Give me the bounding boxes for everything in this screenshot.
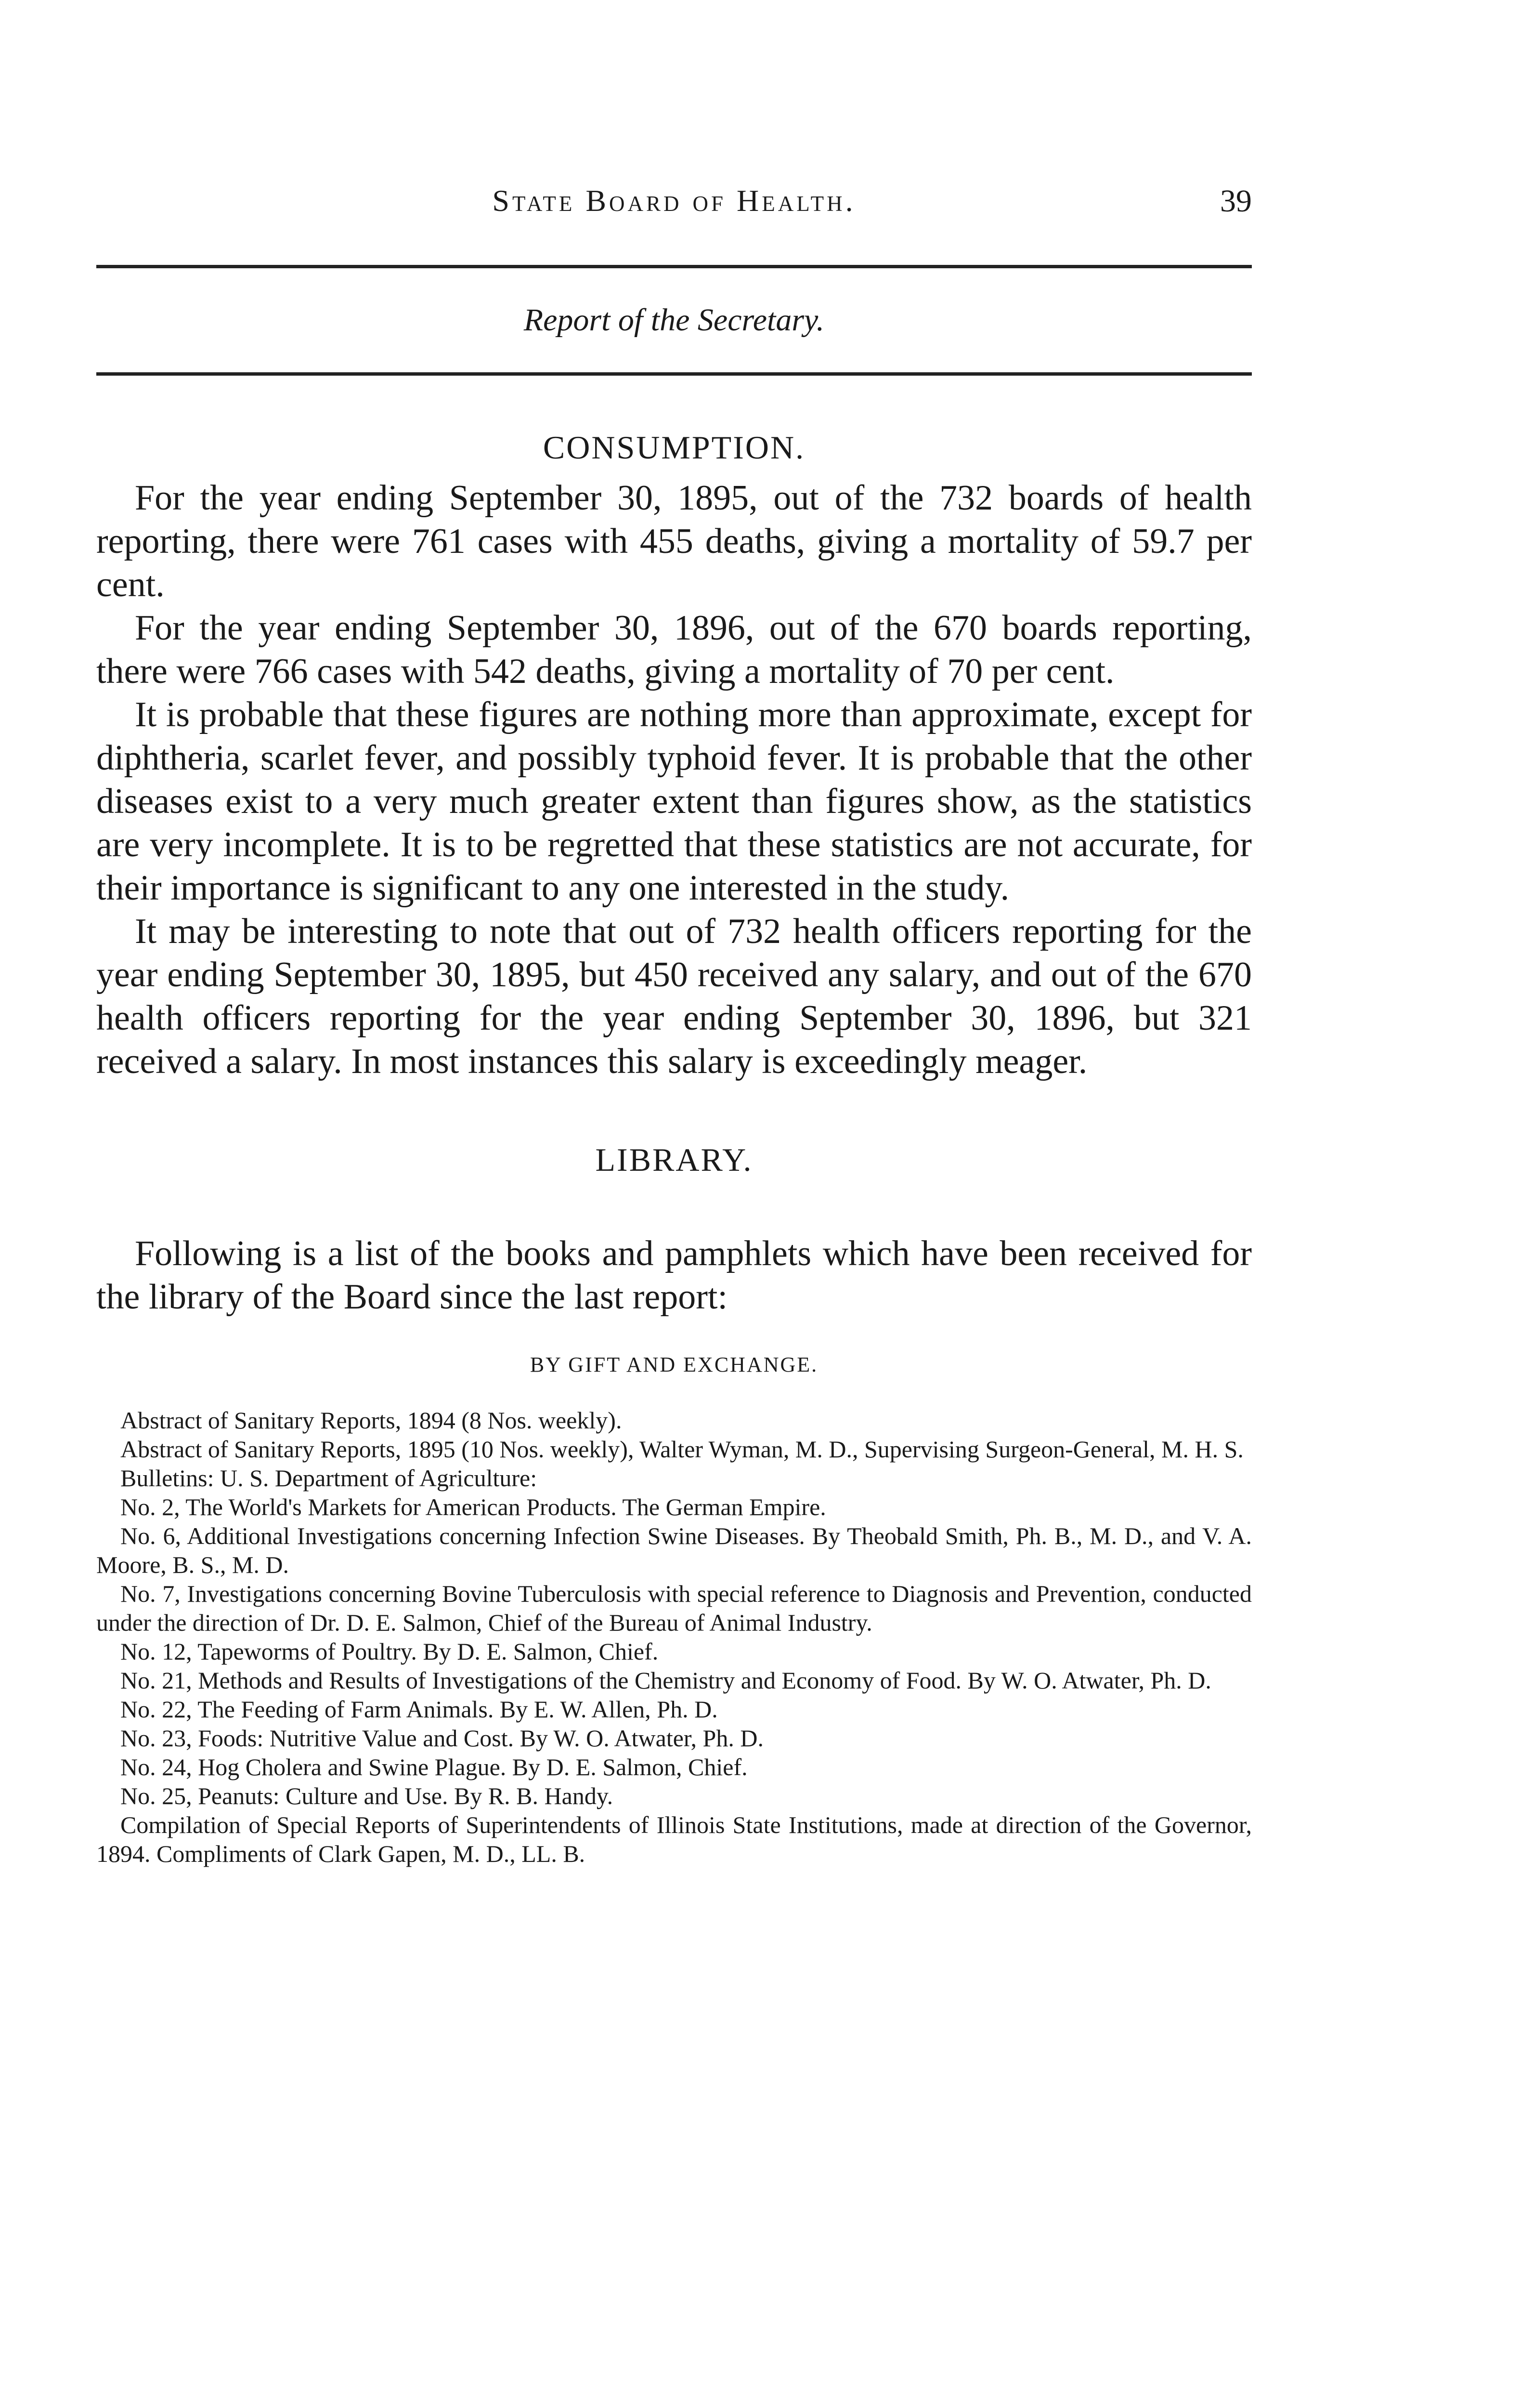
list-item: No. 12, Tapeworms of Poultry. By D. E. Salmon, Chief. (120, 1638, 659, 1665)
running-title: State Board of Health. (492, 183, 856, 218)
consumption-paragraph: It may be interesting to note that out of 732 health officers reporting for the year ending September 30, 1895, but 450 received any salary, and out of the 670 health officers reporting for the year ending September 30, 1896, but 321 received a salary. In most instances this salary is exceedingly meager. (96, 912, 1252, 1081)
list-item: No. 22, The Feeding of Farm Animals. By E. W. Allen, Ph. D. (120, 1696, 718, 1723)
consumption-paragraph: For the year ending September 30, 1896, out of the 670 boards reporting, there were 766 cases with 542 deaths, giving a mortality of 70 per cent. (96, 608, 1252, 691)
running-head (96, 183, 1252, 236)
list-item: Bulletins: U. S. Department of Agriculture: (120, 1465, 537, 1492)
header-rule (96, 265, 1252, 268)
list-item: Abstract of Sanitary Reports, 1895 (10 Nos. weekly), Walter Wyman, M. D., Supervising Surgeon-General, M. H. S. (120, 1436, 1244, 1463)
list-item: No. 2, The World's Markets for American Products. The German Empire. (120, 1493, 826, 1520)
library-list (96, 1406, 1252, 1868)
list-heading: BY GIFT AND EXCHANGE. (530, 1353, 818, 1376)
list-item: No. 25, Peanuts: Culture and Use. By R. B. Handy. (120, 1782, 613, 1809)
section-subhead: Report of the Secretary. (523, 302, 825, 338)
consumption-heading: CONSUMPTION. (543, 429, 805, 466)
list-item: No. 21, Methods and Results of Investigations of the Chemistry and Economy of Food. By W. O. Atwater, Ph. D. (120, 1667, 1211, 1694)
consumption-paragraph: For the year ending September 30, 1895, out of the 732 boards of health reporting, there were 761 cases with 455 deaths, giving a mortality of 59.7 per cent. (96, 478, 1252, 604)
subhead-rule (96, 372, 1252, 376)
list-item: No. 7, Investigations concerning Bovine Tuberculosis with special reference to Diagnosis and Prevention, conducted under the direction of Dr. D. E. Salmon, Chief of the Bureau of Animal Industry. (96, 1580, 1252, 1636)
document-page (96, 183, 1252, 1868)
list-item: No. 24, Hog Cholera and Swine Plague. By D. E. Salmon, Chief. (120, 1754, 748, 1780)
consumption-paragraph: It is probable that these figures are nothing more than approximate, except for diphtheria, scarlet fever, and possibly typhoid fever. It is probable that the other diseases exist to a very much greater extent than figures show, as the statistics are very incomplete. It is to be regretted that these statistics are not accurate, for their importance is significant to any one interested in the study. (96, 695, 1252, 908)
list-item: No. 23, Foods: Nutritive Value and Cost. By W. O. Atwater, Ph. D. (120, 1725, 764, 1752)
page-number: 39 (1220, 183, 1252, 219)
list-item: Compilation of Special Reports of Superintendents of Illinois State Institutions, made at direction of the Governor, 1894. Compliments of Clark Gapen, M. D., LL. B. (96, 1811, 1252, 1867)
library-intro: Following is a list of the books and pamphlets which have been received for the library of the Board since the last report: (96, 1234, 1252, 1317)
list-item: No. 6, Additional Investigations concerning Infection Swine Diseases. By Theobald Smith, Ph. B., M. D., and V. A. Moore, B. S., M. D. (96, 1522, 1252, 1578)
library-heading: LIBRARY. (595, 1141, 753, 1178)
list-item: Abstract of Sanitary Reports, 1894 (8 Nos. weekly). (120, 1407, 622, 1434)
